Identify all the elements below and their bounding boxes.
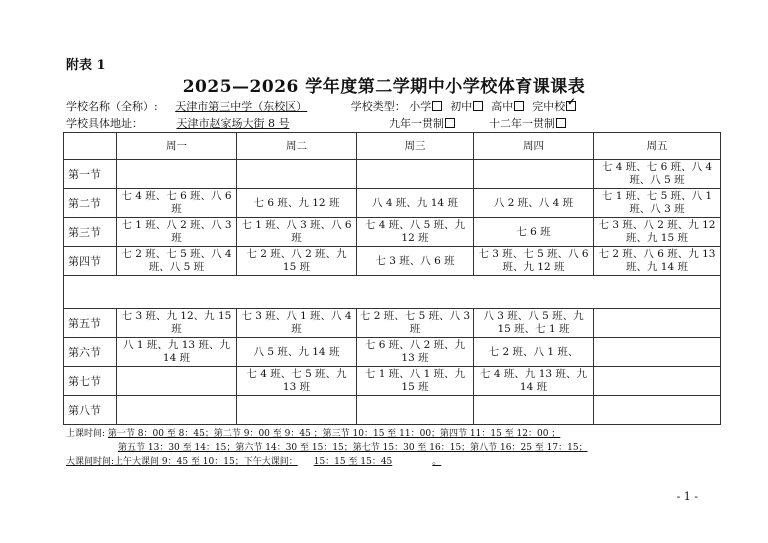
class-time-text-2: 第五节 13：30 至 14：15；第六节 14：30 至 15：15；第七节 15：30 至 16：15；第八节 16：25 至 17：15； bbox=[118, 443, 588, 453]
checkbox-icon[interactable] bbox=[432, 101, 442, 111]
break-time-label: 大课间时间: bbox=[66, 457, 115, 467]
school-name-value: 天津市第三中学（东校区） bbox=[175, 100, 308, 113]
option-label: 高中 bbox=[491, 100, 514, 113]
period-label: 第八节 bbox=[64, 396, 117, 425]
option-label: 小学 bbox=[409, 100, 432, 113]
period-label: 第三节 bbox=[64, 218, 117, 247]
schedule-cell bbox=[357, 396, 474, 425]
header-cell: 周二 bbox=[237, 133, 357, 160]
schedule-body bbox=[64, 160, 721, 425]
schedule-cell: 八 2 班、八 4 班 bbox=[474, 189, 594, 218]
checked-checkbox-icon[interactable] bbox=[566, 101, 576, 111]
schedule-cell: 八 1 班、九 13 班、九 14 班 bbox=[117, 338, 237, 367]
option-label: 初中 bbox=[450, 100, 473, 113]
period-label: 第七节 bbox=[64, 367, 117, 396]
option-3 bbox=[532, 98, 576, 114]
schedule-cell bbox=[594, 396, 721, 425]
checkbox-icon[interactable] bbox=[473, 101, 483, 111]
table-row bbox=[64, 218, 721, 247]
appendix-label: 附表 1 bbox=[66, 58, 106, 73]
option-2 bbox=[491, 98, 524, 114]
period-label: 第二节 bbox=[64, 189, 117, 218]
schedule-cell: 八 5 班、九 14 班 bbox=[237, 338, 357, 367]
schedule-cell: 七 3 班、八 1 班、八 4 班 bbox=[237, 309, 357, 338]
schedule-cell bbox=[357, 160, 474, 189]
schedule-cell: 七 2 班、八 1 班、 bbox=[474, 338, 594, 367]
school-type-options bbox=[409, 98, 576, 114]
header-cell: 周四 bbox=[474, 133, 594, 160]
lunch-break-row bbox=[64, 276, 721, 309]
schedule-cell: 七 2 班、七 5 班、八 4 班、八 5 班 bbox=[117, 247, 237, 276]
class-time-line-2 bbox=[118, 440, 588, 453]
header-cell: 周三 bbox=[357, 133, 474, 160]
option-1 bbox=[489, 115, 566, 131]
schedule-cell bbox=[237, 396, 357, 425]
schedule-cell: 七 6 班、八 2 班、九 13 班 bbox=[357, 338, 474, 367]
schedule-cell: 七 4 班、八 5 班、九 12 班 bbox=[357, 218, 474, 247]
break-time-pm: 15：15 至 15：45 bbox=[313, 457, 393, 467]
option-label: 完中校 bbox=[532, 100, 566, 113]
period-label: 第六节 bbox=[64, 338, 117, 367]
schedule-table bbox=[63, 132, 721, 425]
class-time-text-1: 第一节 8：00 至 8：45；第二节 9：00 至 9：45 ；第三节 10：15 至 11：00；第四节 11：15 至 12：00 ； bbox=[107, 429, 561, 439]
address-value: 天津市赵家场大街 8 号 bbox=[176, 117, 290, 130]
table-row bbox=[64, 338, 721, 367]
schedule-cell: 七 4 班、七 6 班、八 4 班、八 5 班 bbox=[594, 160, 721, 189]
option-label: 十二年一贯制 bbox=[489, 117, 555, 130]
schedule-cell: 七 3 班、七 5 班、八 6 班、九 12 班 bbox=[474, 247, 594, 276]
option-label: 九年一贯制 bbox=[389, 117, 444, 130]
schedule-cell: 七 6 班 bbox=[474, 218, 594, 247]
page-number: - 1 - bbox=[676, 490, 698, 503]
schedule-cell: 七 1 班、七 5 班、八 1 班、八 3 班 bbox=[594, 189, 721, 218]
header-cell bbox=[64, 133, 117, 160]
schedule-cell: 七 3 班、八 6 班 bbox=[357, 247, 474, 276]
page-title: 2025—2026 学年度第二学期中小学校体育课课表 bbox=[182, 77, 586, 97]
schedule-cell: 七 4 班、七 5 班、九 13 班 bbox=[237, 367, 357, 396]
schedule-cell: 八 3 班、八 5 班、九 15 班、七 1 班 bbox=[474, 309, 594, 338]
schedule-cell: 七 3 班、八 2 班、九 12 班、九 15 班 bbox=[594, 218, 721, 247]
schedule-cell: 七 3 班、九 12、九 15 班 bbox=[117, 309, 237, 338]
schedule-cell bbox=[594, 367, 721, 396]
option-0 bbox=[389, 115, 455, 131]
header-cell: 周一 bbox=[117, 133, 237, 160]
table-row bbox=[64, 247, 721, 276]
table-row bbox=[64, 367, 721, 396]
schedule-cell: 七 6 班、九 12 班 bbox=[237, 189, 357, 218]
table-row bbox=[64, 309, 721, 338]
schedule-cell: 七 1 班、八 1 班、九 15 班 bbox=[357, 367, 474, 396]
checkbox-icon[interactable] bbox=[445, 118, 455, 128]
option-1 bbox=[450, 98, 483, 114]
option-0 bbox=[409, 98, 442, 114]
schedule-cell bbox=[474, 396, 594, 425]
school-info-row bbox=[66, 98, 576, 114]
schedule-cell bbox=[117, 367, 237, 396]
period-label: 第四节 bbox=[64, 247, 117, 276]
system-type-options bbox=[389, 115, 566, 131]
schedule-cell bbox=[117, 396, 237, 425]
header-row bbox=[64, 133, 721, 160]
table-row bbox=[64, 189, 721, 218]
schedule-cell: 七 1 班、八 3 班、八 6 班 bbox=[237, 218, 357, 247]
class-time-line-1 bbox=[66, 426, 560, 439]
schedule-cell: 七 2 班、七 5 班、八 3 班 bbox=[357, 309, 474, 338]
break-time-am: 上午大课间 9：45 至 10：15 bbox=[114, 457, 235, 467]
break-time-end: 。 bbox=[432, 457, 442, 467]
schedule-cell: 七 2 班、八 2 班、九 15 班 bbox=[237, 247, 357, 276]
schedule-cell: 七 4 班、七 6 班、八 6 班 bbox=[117, 189, 237, 218]
schedule-cell bbox=[594, 338, 721, 367]
lunch-break-cell bbox=[64, 276, 721, 309]
schedule-cell: 八 4 班、九 14 班 bbox=[357, 189, 474, 218]
schedule-cell bbox=[237, 160, 357, 189]
address-row bbox=[66, 115, 566, 131]
address-label: 学校具体地址： bbox=[66, 117, 143, 130]
schedule-cell: 七 2 班、八 6 班、九 13 班、九 14 班 bbox=[594, 247, 721, 276]
header-cell: 周五 bbox=[594, 133, 721, 160]
schedule-cell bbox=[474, 160, 594, 189]
class-time-label: 上课时间: bbox=[66, 429, 106, 439]
schedule-cell bbox=[117, 160, 237, 189]
table-row bbox=[64, 160, 721, 189]
schedule-cell bbox=[594, 309, 721, 338]
period-label: 第一节 bbox=[64, 160, 117, 189]
checkbox-icon[interactable] bbox=[514, 101, 524, 111]
break-time-line bbox=[66, 454, 441, 467]
schedule-cell: 七 4 班、九 13 班、九 14 班 bbox=[474, 367, 594, 396]
period-label: 第五节 bbox=[64, 309, 117, 338]
schedule-cell: 七 1 班、八 2 班、八 3 班 bbox=[117, 218, 237, 247]
break-time-sep: ；下午大课间： bbox=[234, 457, 298, 467]
checkbox-icon[interactable] bbox=[556, 118, 566, 128]
school-type-label: 学校类型： bbox=[350, 100, 406, 113]
school-name-label: 学校名称（全称）: bbox=[66, 100, 158, 113]
table-row bbox=[64, 396, 721, 425]
